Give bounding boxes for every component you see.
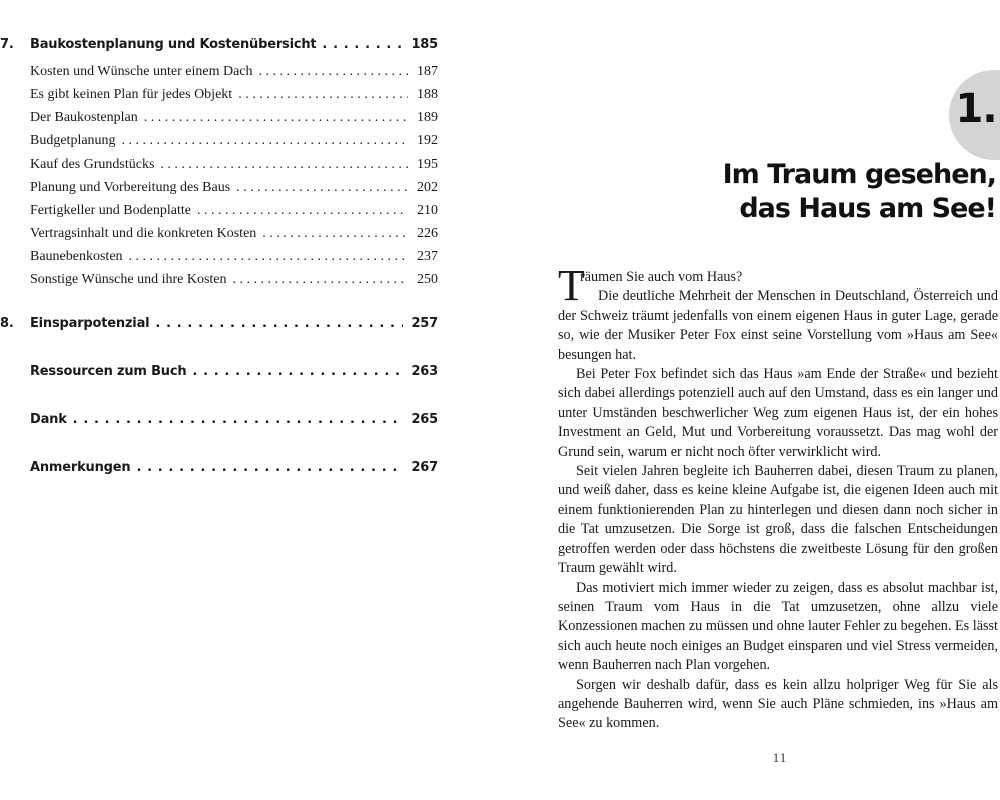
toc-entry-title: Baunebenkosten: [30, 249, 123, 264]
toc-leader-dots: [197, 203, 408, 219]
toc-leader-dots: [192, 364, 403, 379]
toc-page-number: 185: [411, 37, 438, 52]
toc-page-number: 210: [417, 203, 438, 218]
toc-entry-row: [0, 272, 438, 288]
toc-entry-row: [0, 87, 438, 103]
toc-leader-dots: [238, 87, 408, 103]
toc-entry-title: Kosten und Wünsche unter einem Dach: [30, 64, 253, 79]
toc-chapter-title: Einsparpotenzial: [30, 316, 150, 331]
toc-page-number: 189: [417, 110, 438, 125]
toc-page-number: 263: [411, 364, 438, 379]
toc-entry-title: Sonstige Wünsche und ihre Kosten: [30, 272, 227, 287]
toc-page-number: 226: [417, 226, 438, 241]
body-paragraph: Seit vielen Jahren begleite ich Bauherren dabei, diesen Traum zu planen, und weiß daher, dass es keine kleine Aufgabe ist, die eigenen Ideen auch mit einem funktionierenden Plan zu hinterlegen und diesen dann noch sicher in die Tat umzusetzen. Die Sorge ist groß, dass die falschen Entscheidungen getroffen werden oder dass höchstens die zweitbeste Lösung für den großen Traum gewählt wird.: [558, 463, 998, 577]
toc-entry-title: Planung und Vorbereitung des Baus: [30, 180, 231, 195]
toc-leader-dots: [259, 64, 408, 80]
toc-leader-dots: [322, 37, 403, 52]
chapter-title-line-2: das Haus am See!: [739, 193, 996, 224]
body-paragraph: Das motiviert mich immer wieder zu zeigen, dass es absolut machbar ist, seinen Traum vom Haus in die Tat umzusetzen, ohne allzu viele Konzessionen machen zu müssen und ohne lauter Fehler zu begehen. Es lässt sich auch heute noch einiges an Budget einsparen und viel Stress vermeiden, wenn Bauherren nach Plan vorgehen.: [558, 579, 998, 674]
toc-chapter-row: [0, 37, 438, 52]
toc-chapter-row: [0, 364, 438, 379]
toc-page-number: 237: [417, 249, 438, 264]
toc-page-number: 192: [417, 133, 438, 148]
left-page-table-of-contents: [0, 0, 470, 800]
toc-chapter-number: 7.: [0, 37, 14, 52]
right-page-chapter-opening: [520, 0, 1000, 800]
toc-entry-row: [0, 249, 438, 265]
toc-entry-title: Vertragsinhalt und die konkreten Kosten: [30, 226, 257, 241]
toc-entry-row: [0, 133, 438, 149]
toc-leader-dots: [236, 180, 408, 196]
toc-page-number: 267: [411, 460, 438, 475]
toc-page-number: 188: [417, 87, 438, 102]
toc-leader-dots: [262, 226, 408, 242]
toc-chapter-row: [0, 316, 438, 331]
toc-entry-row: [0, 226, 438, 242]
chapter-body-text: [558, 261, 998, 734]
toc-chapter-title: Ressourcen zum Buch: [30, 364, 187, 379]
body-paragraph: Bei Peter Fox befindet sich das Haus »am Ende der Straße« und bezieht sich dabei allerdings potenziell auch auf den Umstand, dass es ein langer und unter Umständen beschwerlicher Weg zum eigenen Haus ist, der ein hohes Investment an Geld, Mut und Vorbereitung voraussetzt. Das mag wohl der Grund sein, warum er nicht noch öfter verwirklicht wird.: [558, 366, 998, 460]
body-paragraph: Sorgen wir deshalb dafür, dass es kein allzu holpriger Weg für Sie als angehende Bauherren wird, wenn Sie auch Pläne schmieden, ins »Haus am See« zu kommen.: [558, 676, 998, 732]
body-paragraph: Die deutliche Mehrheit der Menschen in Deutschland, Österreich und der Schweiz träumt jedenfalls von einem eigenen Haus in guter Lage, gerade so, wie der Musiker Peter Fox einst seine Vorstellung vom »Haus am See« besungen hat.: [558, 288, 998, 363]
toc-page-number: 257: [411, 316, 438, 331]
toc-entry-title: Der Baukostenplan: [30, 110, 138, 125]
toc-chapter-title: Anmerkungen: [30, 460, 131, 475]
toc-page-number: 202: [417, 180, 438, 195]
chapter-title: [536, 158, 996, 226]
toc-entry-title: Kauf des Grundstücks: [30, 157, 155, 172]
chapter-title-line-1: Im Traum gesehen,: [722, 159, 996, 190]
toc-chapter-row: [0, 460, 438, 475]
opening-question: räumen Sie auch vom Haus?: [580, 269, 743, 285]
toc-leader-dots: [136, 460, 403, 475]
toc-page-number: 265: [411, 412, 438, 427]
toc-chapter-number: 8.: [0, 316, 14, 331]
toc-entry-row: [0, 203, 438, 219]
toc-entry-row: [0, 110, 438, 126]
toc-leader-dots: [160, 157, 408, 173]
toc-entry-title: Fertigkeller und Bodenplatte: [30, 203, 191, 218]
page-number: 11: [772, 750, 788, 765]
toc-leader-dots: [233, 272, 409, 288]
toc-leader-dots: [129, 249, 408, 265]
toc-page-number: 250: [417, 272, 438, 287]
toc-entry-row: [0, 64, 438, 80]
toc-chapter-title: Dank: [30, 412, 67, 427]
toc-entry-title: Es gibt keinen Plan für jedes Objekt: [30, 87, 233, 102]
chapter-number: 1.: [955, 86, 997, 132]
toc-leader-dots: [155, 316, 403, 331]
toc-chapter-title: Baukostenplanung und Kostenübersicht: [30, 37, 317, 52]
drop-cap: T: [558, 261, 585, 310]
toc-entry-title: Budgetplanung: [30, 133, 116, 148]
toc-leader-dots: [144, 110, 408, 126]
toc-leader-dots: [73, 412, 404, 427]
toc-page-number: 187: [417, 64, 438, 79]
toc-entry-row: [0, 180, 438, 196]
toc-chapter-row: [0, 412, 438, 427]
toc-page-number: 195: [417, 157, 438, 172]
toc-leader-dots: [122, 133, 408, 149]
toc-entry-row: [0, 157, 438, 173]
